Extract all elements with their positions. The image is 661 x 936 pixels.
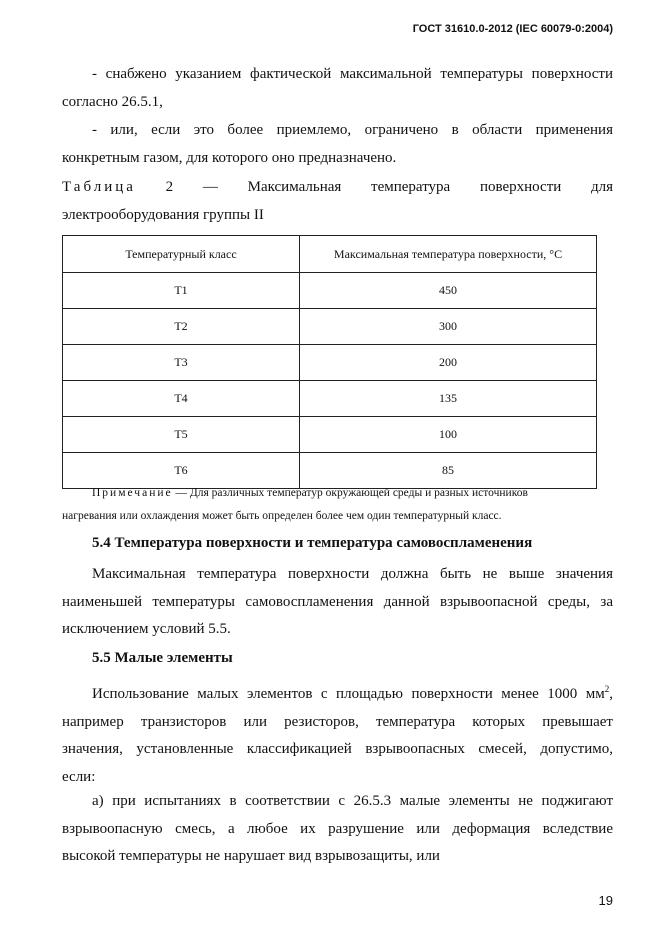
table-note — [62, 482, 613, 528]
text-line: - снабжено указанием фактической максимальной температуры поверхности — [92, 66, 613, 82]
paragraph-2 — [62, 117, 613, 172]
comma: , — [609, 686, 613, 702]
text-line: исключением условий 5.5. — [62, 621, 231, 637]
table-row — [63, 381, 597, 417]
max-temp-cell: 135 — [300, 381, 597, 417]
temp-class-cell: T1 — [63, 273, 300, 309]
text-line — [62, 676, 613, 709]
max-temp-cell: 200 — [300, 345, 597, 381]
table-row — [63, 309, 597, 345]
text-line: взрывоопасную смесь, а любое их разрушение или деформация вследствие — [62, 820, 613, 837]
text-line: значения, установленные классификацией взрывоопасных смесей, допустимо, — [62, 741, 613, 757]
table-row — [63, 273, 597, 309]
caption-line-2: электрооборудования группы II — [62, 206, 264, 223]
text-line: Максимальная температура поверхности должна быть не выше значения — [92, 566, 613, 582]
section-5-5-title: 5.5 Малые элементы — [92, 650, 233, 666]
max-temp-cell: 85 — [300, 453, 597, 489]
note-line — [62, 482, 613, 505]
caption-word: поверхности — [479, 179, 562, 195]
column-header: Температурный класс — [63, 236, 300, 273]
note-label: Примечание — [92, 487, 173, 499]
text-line: например транзисторов или резисторов, температура которых превышает — [62, 713, 613, 730]
max-temp-cell: 100 — [300, 417, 597, 453]
temp-class-cell: T3 — [63, 345, 300, 381]
table-row — [63, 417, 597, 453]
text-line: если: — [62, 768, 96, 785]
max-temp-cell: 450 — [300, 273, 597, 309]
item-a-paragraph — [62, 788, 613, 871]
caption-number: 2 — [165, 179, 174, 195]
section-5-4-paragraph — [62, 561, 613, 644]
note-line-2: нагревания или охлаждения может быть определен более чем один температурный класс. — [62, 510, 502, 522]
text-line: конкретным газом, для которого оно предназначено. — [62, 149, 397, 166]
caption-word: Максимальная — [247, 179, 342, 195]
temp-class-cell: T2 — [63, 309, 300, 345]
text-line: а) при испытаниях в соответствии с 26.5.3 малые элементы не поджигают — [92, 793, 613, 809]
paragraph-1 — [62, 61, 613, 116]
table-header-row — [63, 236, 597, 273]
page-number: 19 — [598, 893, 613, 908]
text-line: высокой температуры не нарушает вид взрывозащиты, или — [62, 848, 440, 864]
caption-label: Таблица — [62, 179, 136, 195]
temp-class-cell: T4 — [63, 381, 300, 417]
text-line: наименьшей температуры самовоспламенения данной взрывоопасной среды, за — [62, 593, 613, 610]
section-5-4-title: 5.4 Температура поверхности и температура самовоспламенения — [92, 535, 533, 551]
temp-class-cell: T5 — [63, 417, 300, 453]
text-line: - или, если это более приемлемо, ограничено в области применения — [92, 122, 613, 138]
superscript: 2 — [604, 684, 610, 694]
text-line: согласно 26.5.1, — [62, 93, 163, 110]
temperature-class-table — [62, 235, 597, 489]
max-temp-cell: 300 — [300, 309, 597, 345]
column-header: Максимальная температура поверхности, °C — [300, 236, 597, 273]
document-header: ГОСТ 31610.0-2012 (IEC 60079-0:2004) — [412, 23, 613, 35]
note-text: — Для различных температур окружающей среды и разных источников — [172, 487, 528, 499]
section-5-5-paragraph — [62, 676, 613, 791]
caption-word: температура — [371, 179, 451, 195]
table-caption — [62, 174, 613, 229]
caption-line — [62, 174, 613, 202]
caption-dash: — — [202, 179, 218, 195]
text-fragment: Использование малых элементов с площадью поверхности менее 1000 мм — [92, 686, 605, 702]
table-row — [63, 345, 597, 381]
temp-class-cell: T6 — [63, 453, 300, 489]
caption-word: для — [591, 179, 614, 195]
